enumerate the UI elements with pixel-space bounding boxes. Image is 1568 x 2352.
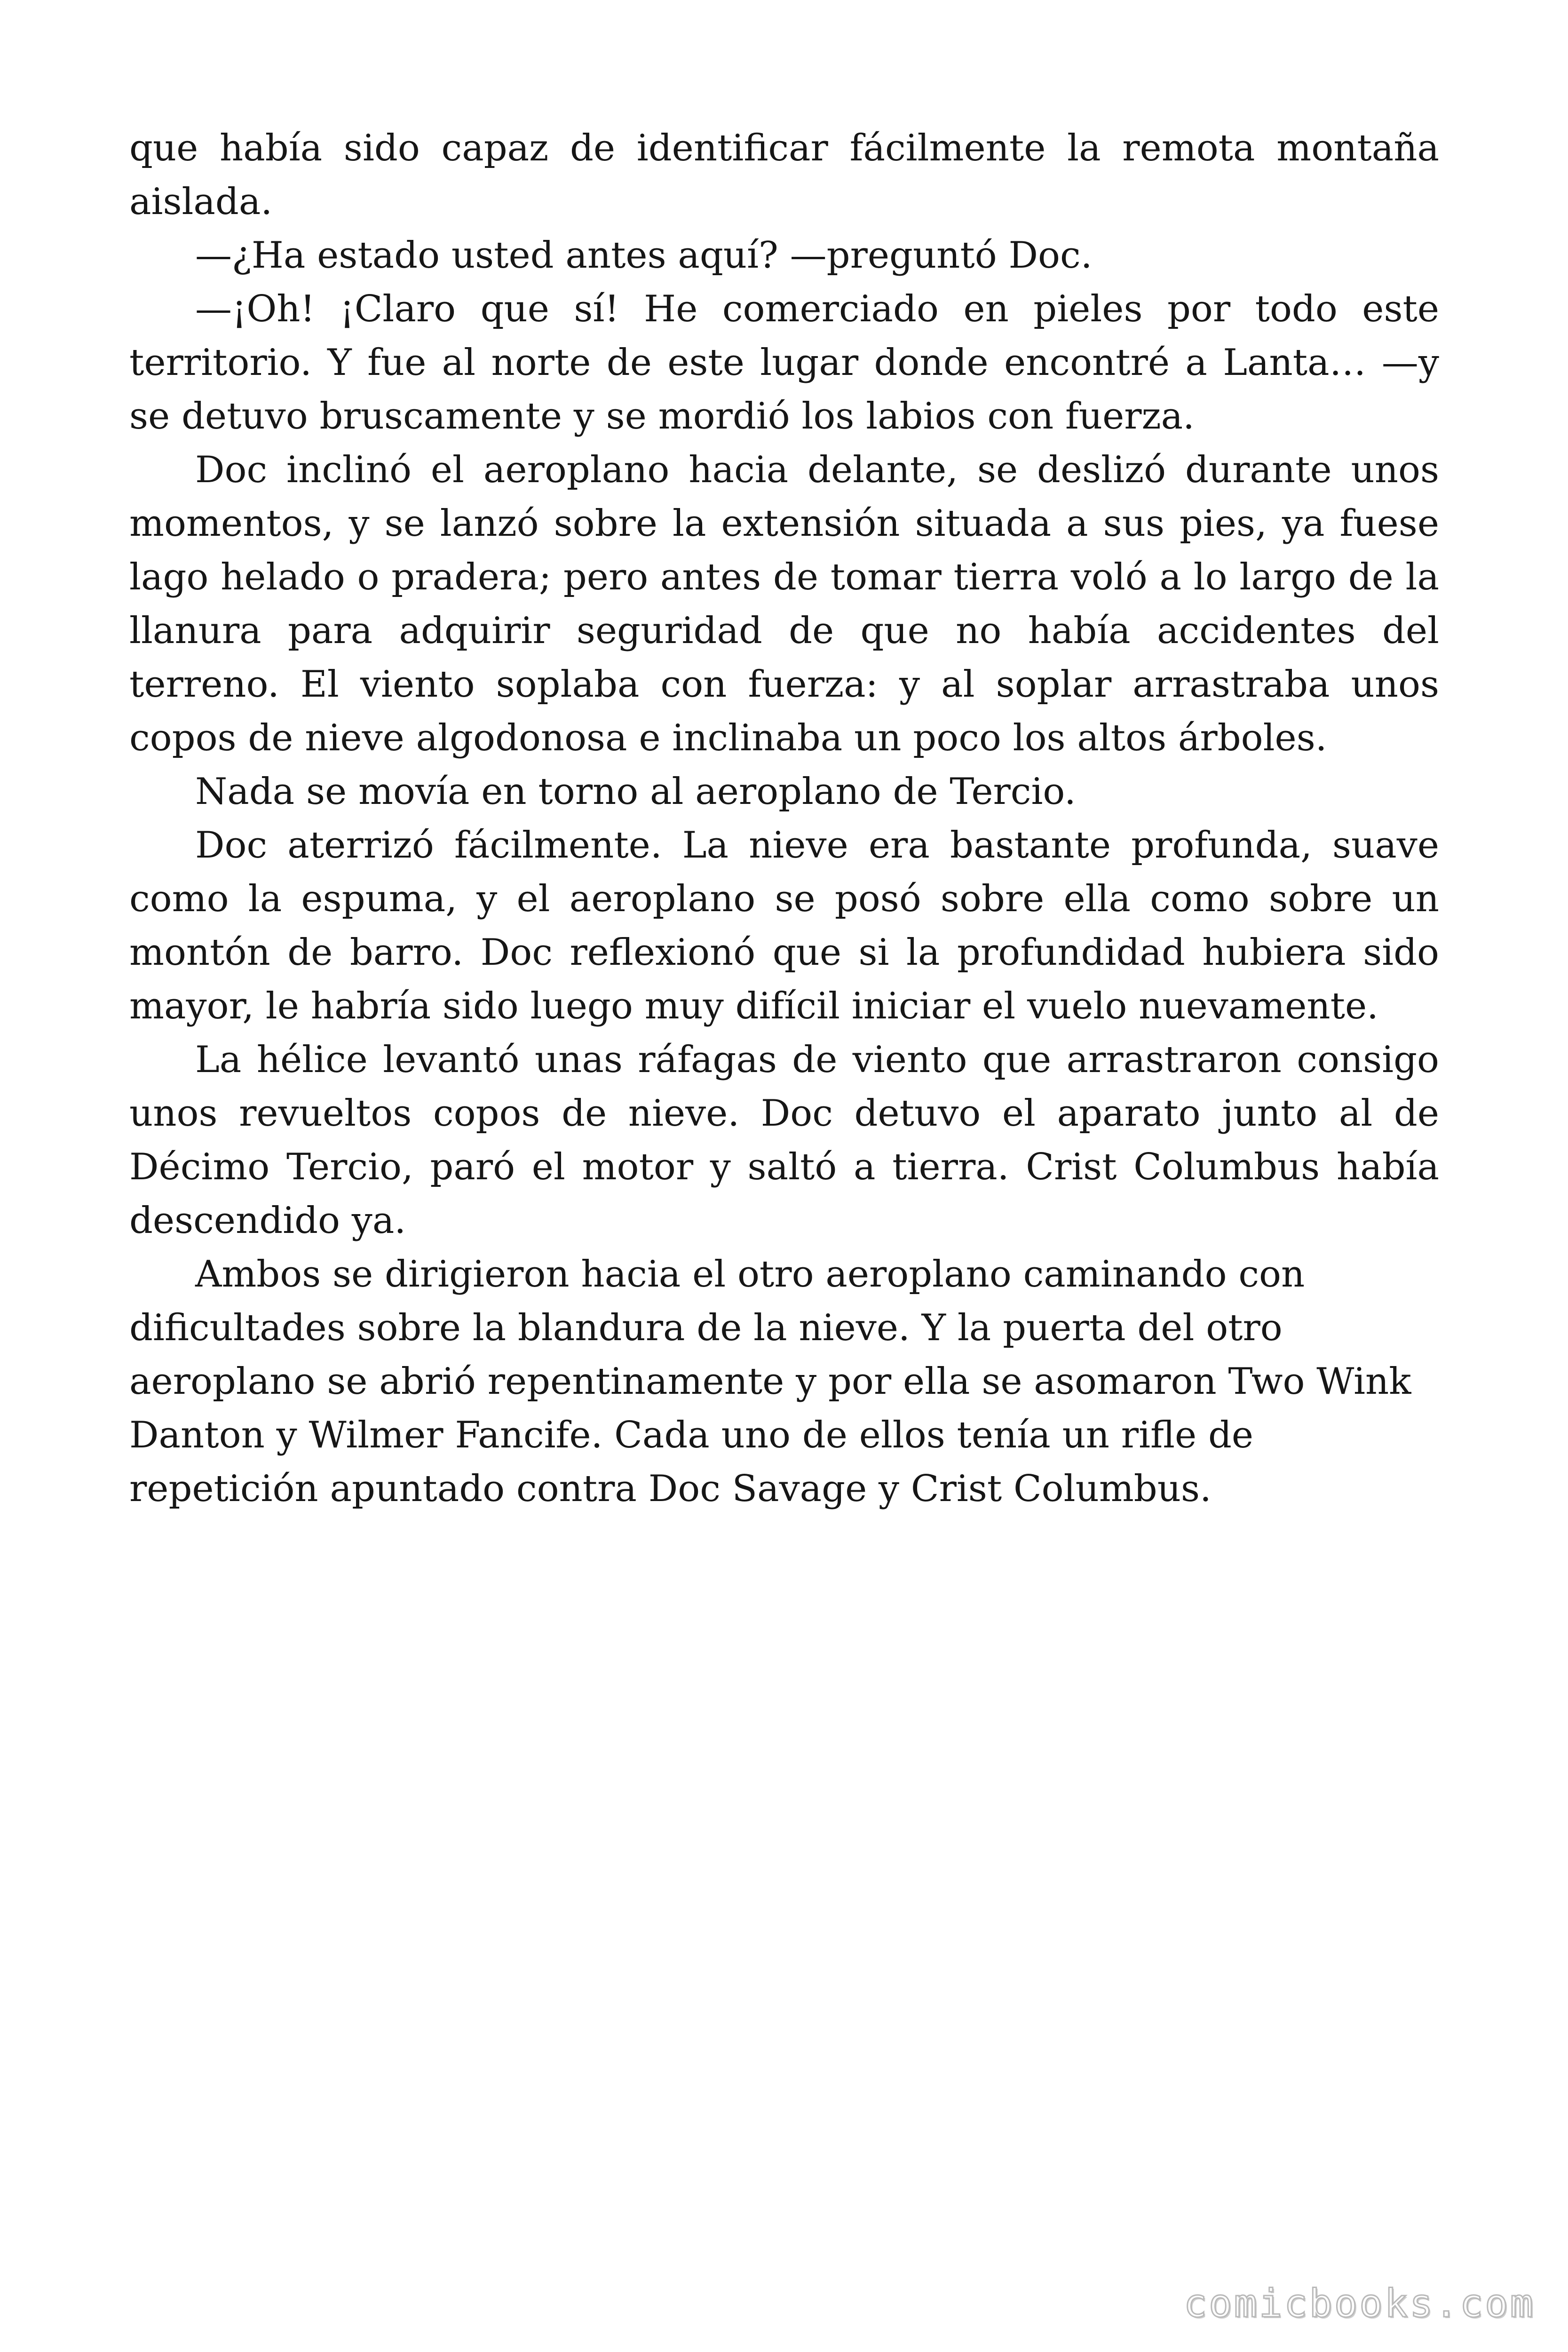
paragraph-dialogue-answer: —¡Oh! ¡Claro que sí! He comerciado en pieles por todo este territorio. Y fue al norte de este lugar donde encontré a Lanta… —y se detuvo bruscamente y se mordió los labios con fuerza. <box>129 288 1439 437</box>
paragraph-descent: Doc inclinó el aeroplano hacia delante, se deslizó durante unos momentos, y se lanzó sobre la extensión situada a sus pies, ya fuese lago helado o pradera; pero antes de tomar tierra voló a lo largo de la llanura para adquirir seguridad de que no había accidentes del terreno. El viento soplaba con fuerza: y al soplar arrastraba unos copos de nieve algodonosa e inclinaba un poco los altos árboles. <box>129 449 1439 759</box>
paragraph-ambush: Ambos se dirigieron hacia el otro aeroplano caminando con dificultades sobre la blandura de la nieve. Y la puerta del otro aeroplano se abrió repentinamente y por ella se asomaron Two Wink Danton y Wilmer Fancife. Cada uno de ellos tenía un rifle de repetición apuntado contra Doc Savage y Crist Columbus. <box>129 1253 1411 1510</box>
paragraph-continuation: que había sido capaz de identificar fácilmente la remota montaña aislada. <box>129 127 1439 223</box>
paragraph-nothing-moved: Nada se movía en torno al aeroplano de Tercio. <box>195 771 1076 813</box>
paragraph-dialogue-question: —¿Ha estado usted antes aquí? —preguntó Doc. <box>195 234 1093 277</box>
watermark-logo: comicbooks.com <box>1183 2281 1535 2326</box>
paragraph-landing: Doc aterrizó fácilmente. La nieve era bastante profunda, suave como la espuma, y el aeroplano se posó sobre ella como sobre un montón de barro. Doc reflexionó que si la profundidad hubiera sido mayor, le habría sido luego muy difícil iniciar el vuelo nuevamente. <box>129 824 1439 1027</box>
paragraph-propeller: La hélice levantó unas ráfagas de viento que arrastraron consigo unos revueltos copos de nieve. Doc detuvo el aparato junto al de Décimo Tercio, paró el motor y saltó a tierra. Crist Columbus había descendido ya. <box>129 1039 1439 1242</box>
page-body-text <box>129 121 1439 1516</box>
